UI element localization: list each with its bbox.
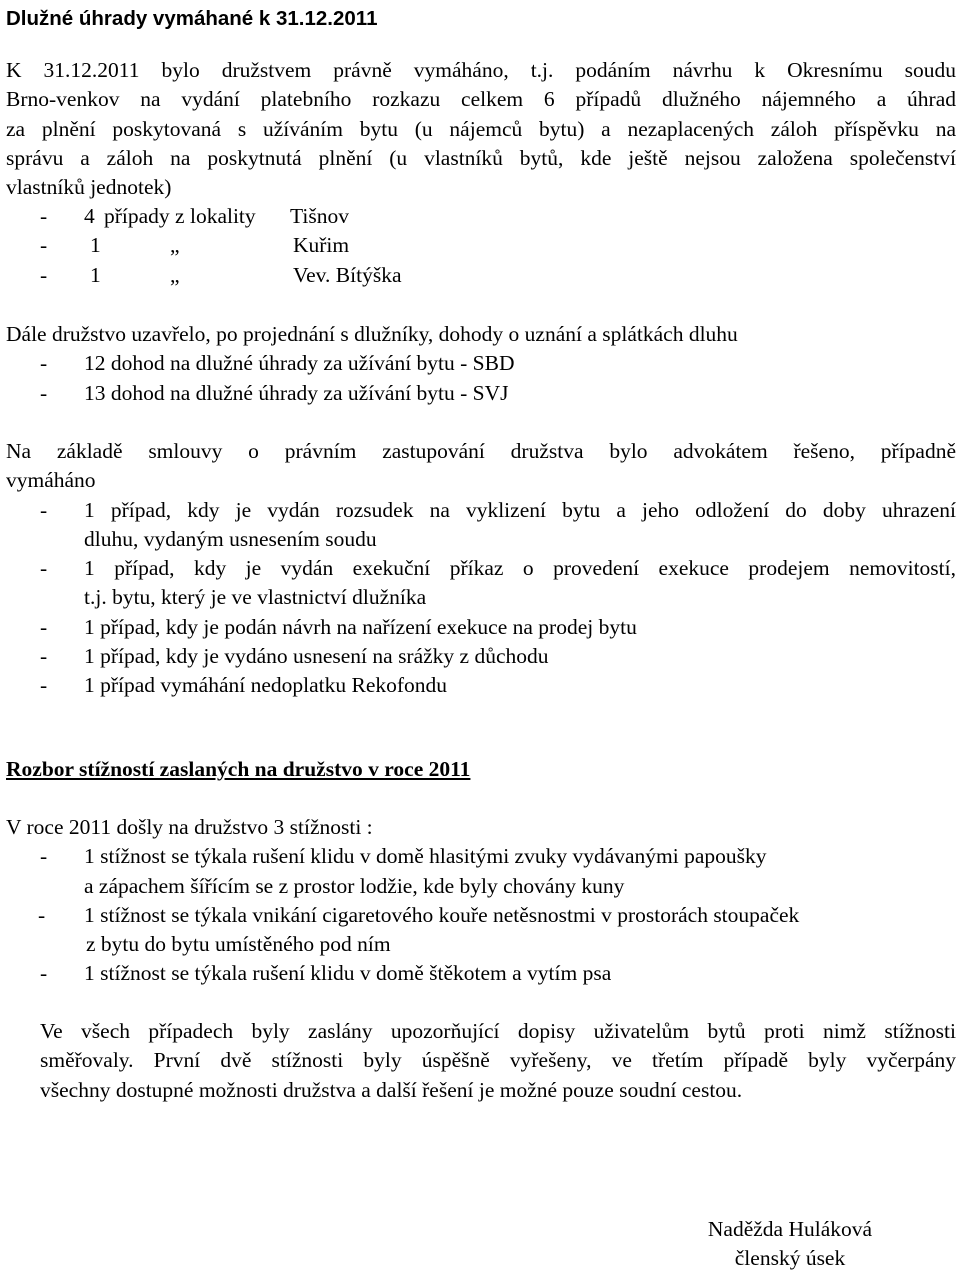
list-item bbox=[6, 202, 956, 231]
closing-paragraph bbox=[40, 1017, 956, 1105]
agreement-item: 13 dohod na dlužné úhrady za užívání bytu - SVJ bbox=[84, 380, 509, 405]
list-dash: - bbox=[38, 902, 46, 927]
list-item bbox=[6, 261, 956, 290]
ditto-mark: „ bbox=[170, 262, 180, 287]
case-location: Kuřim bbox=[293, 233, 350, 258]
intro-line: za plnění poskytovaná s užíváním bytu (u nájemců bytu) a nezaplacených záloh příspěvku na bbox=[6, 116, 956, 141]
closing-line: směřovaly. První dvě stížnosti byly úspěšně vyřešeny, ve třetím případě byly vyčerpány bbox=[40, 1048, 956, 1073]
document-title: Dlužné úhrady vymáhané k 31.12.2011 bbox=[6, 7, 378, 30]
legal-item-line: 1 případ vymáhání nedoplatku Rekofondu bbox=[84, 673, 448, 698]
list-dash: - bbox=[40, 844, 48, 869]
complaint-line: 1 stížnost se týkala vnikání cigaretového kouře netěsnostmi v prostorách stoupaček bbox=[84, 902, 800, 927]
intro-line: správu a záloh na poskytnutá plnění (u vlastníků bytů, kde ještě nejsou založena společenství bbox=[6, 145, 956, 170]
list-item bbox=[6, 901, 956, 960]
complaints-section bbox=[6, 813, 956, 989]
agreements-text: Dále družstvo uzavřelo, po projednání s dlužníky, dohody o uznání a splátkách dluhu bbox=[6, 322, 738, 346]
list-item bbox=[6, 496, 956, 555]
legal-item-line: 1 případ, kdy je vydán rozsudek na vyklizení bytu a jeho odložení do doby uhrazení bbox=[84, 497, 956, 522]
intro-line: K 31.12.2011 bylo družstvem právně vymáháno, t.j. podáním návrhu k Okresnímu soudu bbox=[6, 58, 956, 82]
list-item bbox=[6, 959, 956, 988]
closing-line: Ve všech případech byly zaslány upozorňující dopisy uživatelům bytů proti nimž stížnosti bbox=[40, 1019, 956, 1043]
list-dash: - bbox=[40, 614, 48, 639]
signature-department: členský úsek bbox=[734, 1246, 846, 1271]
complaints-heading: Rozbor stížností zaslaných na družstvo v roce 2011 bbox=[6, 757, 471, 781]
legal-section bbox=[6, 437, 956, 701]
legal-item-line: 1 případ, kdy je vydán exekuční příkaz o provedení exekuce prodejem nemovitostí, bbox=[84, 556, 956, 581]
list-dash: - bbox=[40, 233, 48, 258]
legal-item-line: t.j. bytu, který je ve vlastnictví dlužníka bbox=[84, 585, 427, 610]
signature-name: Naděžda Huláková bbox=[707, 1217, 873, 1241]
case-location: Vev. Bítýška bbox=[293, 262, 402, 287]
complaint-line: a zápachem šířícím se z prostor lodžie, kde byly chovány kuny bbox=[84, 873, 625, 898]
intro-line: Brno-venkov na vydání platebního rozkazu celkem 6 případů dlužného nájemného a úhrad bbox=[6, 87, 956, 112]
list-dash: - bbox=[40, 644, 48, 669]
intro-paragraph bbox=[6, 56, 956, 202]
list-dash: - bbox=[40, 673, 48, 698]
list-item bbox=[6, 554, 956, 613]
list-dash: - bbox=[40, 351, 48, 376]
list-dash: - bbox=[40, 497, 48, 522]
complaint-line: 1 stížnost se týkala rušení klidu v domě štěkotem a vytím psa bbox=[84, 961, 612, 986]
legal-intro-line: Na základě smlouvy o právním zastupování družstva bylo advokátem řešeno, případně bbox=[6, 439, 956, 463]
complaints-intro: V roce 2011 došly na družstvo 3 stížnosti : bbox=[6, 815, 373, 839]
case-location: Tišnov bbox=[290, 204, 349, 228]
list-item bbox=[6, 842, 956, 901]
agreements-section bbox=[6, 320, 956, 408]
intro-line: vlastníků jednotek) bbox=[6, 175, 172, 200]
legal-item-line: dluhu, vydaným usnesením soudu bbox=[84, 526, 377, 551]
legal-intro-line: vymáháno bbox=[6, 468, 96, 493]
closing-line: všechny dostupné možnosti družstva a další řešení je možné pouze soudní cestou. bbox=[40, 1077, 743, 1102]
list-item bbox=[6, 349, 956, 378]
agreement-item: 12 dohod na dlužné úhrady za užívání bytu - SBD bbox=[84, 351, 515, 376]
list-item bbox=[6, 231, 956, 260]
location-list bbox=[6, 202, 956, 290]
list-item bbox=[6, 642, 956, 671]
signature-block bbox=[690, 1215, 890, 1274]
list-item bbox=[6, 379, 956, 408]
list-dash: - bbox=[40, 204, 48, 228]
list-dash: - bbox=[40, 961, 48, 986]
list-dash: - bbox=[40, 556, 48, 581]
list-dash: - bbox=[40, 262, 48, 287]
list-dash: - bbox=[40, 380, 48, 405]
case-count: 4 bbox=[84, 204, 95, 228]
case-label: případy z lokality bbox=[104, 204, 256, 228]
case-count: 1 bbox=[90, 262, 101, 287]
complaint-line: z bytu do bytu umístěného pod ním bbox=[86, 932, 391, 957]
ditto-mark: „ bbox=[170, 233, 180, 258]
complaint-line: 1 stížnost se týkala rušení klidu v domě hlasitými zvuky vydávanými papoušky bbox=[84, 844, 767, 869]
case-count: 1 bbox=[90, 233, 101, 258]
legal-item-line: 1 případ, kdy je podán návrh na nařízení exekuce na prodej bytu bbox=[84, 614, 637, 639]
list-item bbox=[6, 613, 956, 642]
legal-item-line: 1 případ, kdy je vydáno usnesení na srážky z důchodu bbox=[84, 644, 549, 669]
list-item bbox=[6, 671, 956, 700]
